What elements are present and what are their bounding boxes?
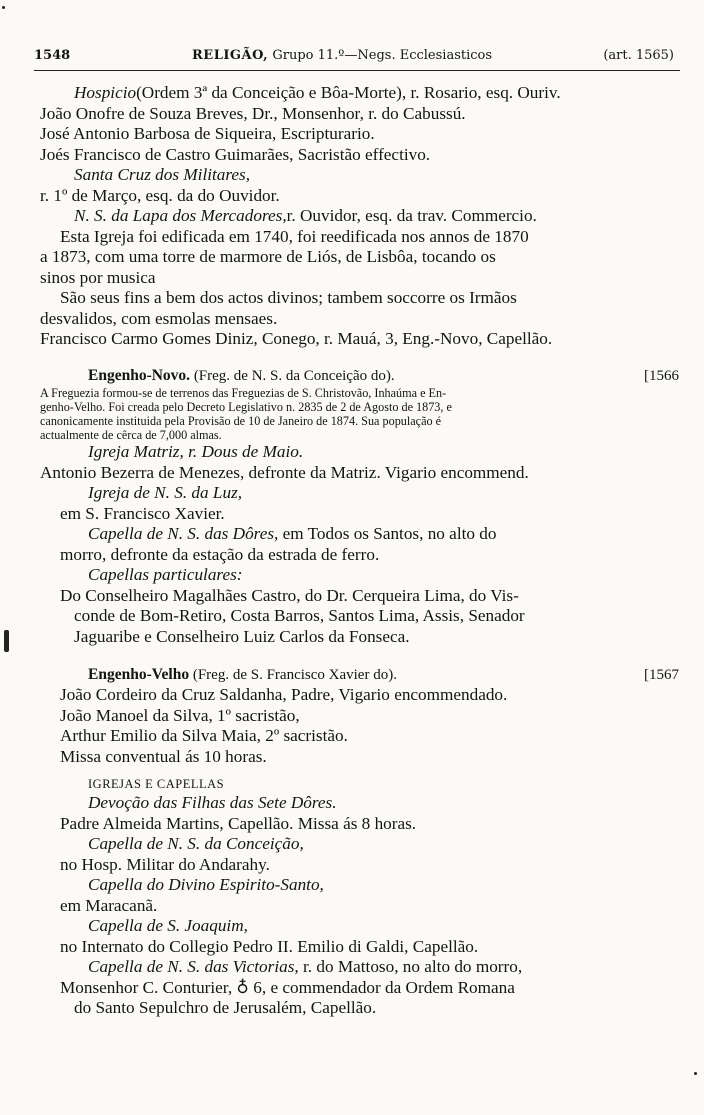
parish-title-engenho-novo: Engenho-Novo. (Freg. de N. S. da Conceição do). [1566 xyxy=(88,366,679,384)
entry-line: em S. Francisco Xavier. xyxy=(60,503,225,523)
entry-line: São seus fins a bem dos actos divinos; tambem soccorre os Irmãos xyxy=(60,288,517,307)
entry-number: [1566 xyxy=(644,367,679,384)
church-heading: Capella de S. Joaquim, xyxy=(88,916,248,936)
page-header xyxy=(34,46,674,68)
ink-speck xyxy=(4,630,9,652)
entry-line: Capella de N. S. das Dôres, em Todos os Santos, no alto do xyxy=(88,524,497,544)
entry-line: no Hosp. Militar do Andarahy. xyxy=(60,854,270,874)
entry-line: Antonio Bezerra de Menezes, defronte da Matriz. Vigario encommend. xyxy=(40,462,529,482)
parish-note-line: actualmente de cêrca de 7,000 almas. xyxy=(40,428,222,443)
entry-line: João Manoel da Silva, 1º sacristão, xyxy=(60,705,300,725)
entry-line: Monsenhor C. Conturier, ♁ 6, e commendador da Ordem Romana xyxy=(60,977,515,997)
church-heading: Igreja Matriz, r. Dous de Maio. xyxy=(88,442,304,462)
church-heading: Capellas particulares: xyxy=(88,565,243,585)
entry-line: desvalidos, com esmolas mensaes. xyxy=(40,308,278,328)
entry-line: Missa conventual ás 10 horas. xyxy=(60,746,267,766)
entry-line: João Onofre de Souza Breves, Dr., Monsenhor, r. do Cabussú. xyxy=(40,103,466,123)
church-heading: Igreja de N. S. da Luz, xyxy=(88,483,243,503)
group-title: Grupo 11.º—Negs. Ecclesiasticos xyxy=(272,48,493,63)
church-heading: Capella de N. S. da Conceição, xyxy=(88,834,304,854)
article-range: (art. 1565) xyxy=(603,48,674,63)
section-title: RELIGÃO, xyxy=(192,48,269,63)
entry-line: conde de Bom-Retiro, Costa Barros, Santos Lima, Assis, Senador xyxy=(74,606,525,626)
entry-line: Francisco Carmo Gomes Diniz, Conego, r. Mauá, 3, Eng.-Novo, Capellão. xyxy=(40,329,553,348)
entry-line: em Maracanã. xyxy=(60,895,158,915)
entry-line: José Antonio Barbosa de Siqueira, Escripturario. xyxy=(40,124,375,143)
entry-line: Padre Almeida Martins, Capellão. Missa ás 8 horas. xyxy=(60,813,417,833)
entry-line: a 1873, com uma torre de marmore de Liós, de Lisbôa, tocando os xyxy=(40,247,496,266)
parish-note-line: canonicamente instituida pela Provisão de 10 de Janeiro de 1874. Sua população é xyxy=(40,413,442,428)
church-heading: Santa Cruz dos Militares, xyxy=(74,165,251,184)
entry-line: sinos por musica xyxy=(40,267,156,287)
entry-number: [1567 xyxy=(644,667,679,684)
parish-note-line: A Freguezia formou-se de terrenos das Freguezias de S. Christovão, Inhaúma e En- xyxy=(40,385,447,400)
section-subheading: IGREJAS E CAPELLAS xyxy=(88,777,225,792)
entry-line: r. 1º de Março, esq. da do Ouvidor. xyxy=(40,185,280,205)
page-number: 1548 xyxy=(34,48,71,63)
entry-line: N. S. da Lapa dos Mercadores,r. Ouvidor, esq. da trav. Commercio. xyxy=(74,206,537,225)
entry-line: Joés Francisco de Castro Guimarães, Sacristão effectivo. xyxy=(40,144,431,164)
parish-title-engenho-velho: Engenho-Velho (Freg. de S. Francisco Xavier do). [1567 xyxy=(88,666,679,684)
entry-line: Hospicio(Ordem 3ª da Conceição e Bôa-Morte), r. Rosario, esq. Ouriv. xyxy=(74,83,561,102)
entry-line: Capella de N. S. das Victorias, r. do Mattoso, no alto do morro, xyxy=(88,957,523,977)
church-heading: Devoção das Filhas das Sete Dôres. xyxy=(88,793,337,813)
entry-line: Jaguaribe e Conselheiro Luiz Carlos da Fonseca. xyxy=(74,626,410,646)
entry-line: Arthur Emilio da Silva Maia, 2º sacristão. xyxy=(60,726,348,746)
ink-speck xyxy=(2,6,5,9)
church-heading: Capella do Divino Espirito-Santo, xyxy=(88,875,324,895)
entry-line: João Cordeiro da Cruz Saldanha, Padre, Vigario encommendado. xyxy=(60,685,508,705)
entry-line: Do Conselheiro Magalhães Castro, do Dr. Cerqueira Lima, do Vis- xyxy=(60,585,519,605)
entry-line: morro, defronte da estação da estrada de ferro. xyxy=(60,544,380,564)
ink-speck xyxy=(694,1072,697,1075)
entry-line: Esta Igreja foi edificada em 1740, foi reedificada nos annos de 1870 xyxy=(60,226,529,246)
running-title xyxy=(192,48,492,63)
header-rule xyxy=(34,70,680,71)
entry-line: do Santo Sepulchro de Jerusalém, Capellão. xyxy=(74,998,377,1018)
entry-line: no Internato do Collegio Pedro II. Emilio di Galdi, Capellão. xyxy=(60,936,479,956)
page-body xyxy=(40,83,685,1019)
parish-note-line: genho-Velho. Foi creada pelo Decreto Legislativo n. 2835 de 2 de Agosto de 1873, e xyxy=(40,399,452,414)
